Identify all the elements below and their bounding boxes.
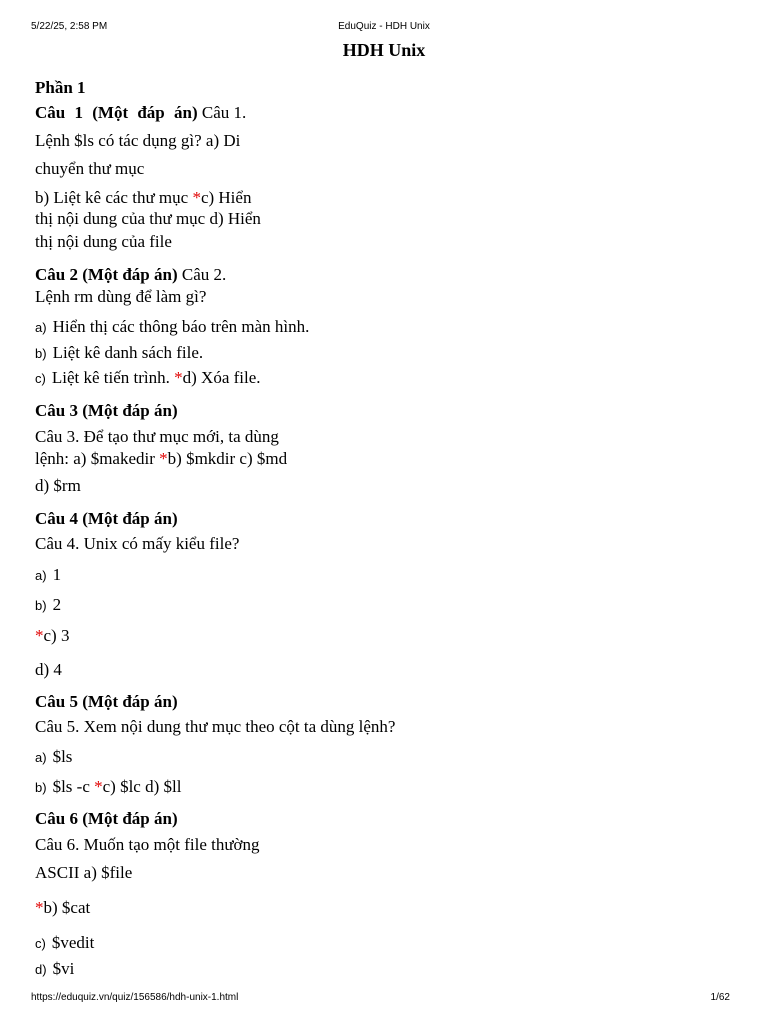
option-text: 1	[52, 565, 62, 584]
option-text: 2	[52, 595, 62, 614]
question-4-option-b	[35, 594, 61, 617]
option-text: Hiển thị các thông báo trên màn hình.	[52, 317, 310, 336]
question-1-line-3: chuyển thư mục	[35, 159, 145, 178]
question-1-line-6: thị nội dung của file	[35, 232, 172, 251]
question-1-number: Câu 1.	[201, 103, 247, 122]
page-number: 1/62	[710, 992, 730, 1003]
question-6-option-b	[35, 897, 90, 919]
question-2-heading	[35, 264, 226, 286]
question-2-option-b	[35, 342, 203, 365]
option-text-c: c) $lc d) $ll	[102, 777, 182, 796]
question-3-line-2	[35, 448, 287, 470]
question-3-option-a: lệnh: a) $makedir	[35, 449, 160, 468]
question-3-heading: Câu 3 (Một đáp án)	[35, 401, 178, 420]
section-heading: Phần 1	[35, 78, 86, 97]
question-1-line-4	[35, 187, 251, 209]
question-2-option-a	[35, 316, 309, 339]
correct-answer-marker: *	[159, 449, 168, 468]
option-text: $ls -c	[52, 777, 95, 796]
question-1-line-5: thị nội dung của thư mục d) Hiển	[35, 209, 261, 228]
question-1-line-2: Lệnh $ls có tác dụng gì? a) Di	[35, 131, 241, 150]
question-6-option-d	[35, 958, 74, 981]
question-2-option-c	[35, 367, 261, 390]
option-text: $vi	[52, 959, 75, 978]
question-3-option-d: d) $rm	[35, 476, 81, 495]
option-text: Liệt kê tiến trình.	[51, 368, 175, 387]
question-5-text: Câu 5. Xem nội dung thư mục theo cột ta dùng lệnh?	[35, 717, 396, 736]
question-1-option-c: c) Hiển	[200, 188, 252, 207]
correct-answer-marker: *	[94, 777, 103, 796]
page-title: HDH Unix	[342, 40, 426, 60]
question-5-option-a	[35, 746, 72, 769]
question-2-label: Câu 2 (Một đáp án)	[35, 265, 178, 284]
question-4-option-d: d) 4	[35, 660, 62, 679]
question-2-text: Lệnh rm dùng để làm gì?	[35, 287, 207, 306]
question-1-label: Câu 1 (Một đáp án)	[35, 103, 198, 122]
question-6-heading: Câu 6 (Một đáp án)	[35, 809, 178, 828]
option-letter: c)	[35, 371, 46, 386]
option-text: $vedit	[51, 933, 95, 952]
option-letter: a)	[35, 568, 47, 583]
question-2-number: Câu 2.	[181, 265, 227, 284]
print-url: https://eduquiz.vn/quiz/156586/hdh-unix-1.html	[31, 992, 239, 1003]
option-letter: b)	[35, 780, 47, 795]
correct-answer-marker: *	[35, 898, 44, 917]
option-letter: a)	[35, 750, 47, 765]
question-4-heading: Câu 4 (Một đáp án)	[35, 509, 178, 528]
question-1-heading	[35, 102, 246, 124]
question-5-option-b	[35, 776, 181, 799]
option-letter: b)	[35, 598, 47, 613]
option-letter: c)	[35, 936, 46, 951]
print-tab-title: EduQuiz - HDH Unix	[338, 21, 430, 32]
print-datetime: 5/22/25, 2:58 PM	[31, 21, 108, 32]
question-6-line-1: Câu 6. Muốn tạo một file thường	[35, 835, 260, 854]
option-text: b) $cat	[43, 898, 91, 917]
question-4-option-c	[35, 625, 69, 647]
option-text: Liệt kê danh sách file.	[52, 343, 204, 362]
option-letter: b)	[35, 346, 47, 361]
option-letter: d)	[35, 962, 47, 977]
option-letter: a)	[35, 320, 47, 335]
question-3-option-b: b) $mkdir c) $md	[167, 449, 288, 468]
question-4-option-a	[35, 564, 61, 587]
question-6-option-c	[35, 932, 94, 955]
correct-answer-marker: *	[35, 626, 44, 645]
question-1-option-b: b) Liệt kê các thư mục	[35, 188, 193, 207]
option-text-d: d) Xóa file.	[182, 368, 261, 387]
question-4-text: Câu 4. Unix có mấy kiểu file?	[35, 534, 240, 553]
question-5-heading: Câu 5 (Một đáp án)	[35, 692, 178, 711]
correct-answer-marker: *	[192, 188, 201, 207]
question-3-line-1: Câu 3. Để tạo thư mục mới, ta dùng	[35, 427, 279, 446]
question-6-line-2: ASCII a) $file	[35, 863, 133, 882]
option-text: $ls	[52, 747, 73, 766]
correct-answer-marker: *	[174, 368, 183, 387]
option-text: c) 3	[43, 626, 70, 645]
